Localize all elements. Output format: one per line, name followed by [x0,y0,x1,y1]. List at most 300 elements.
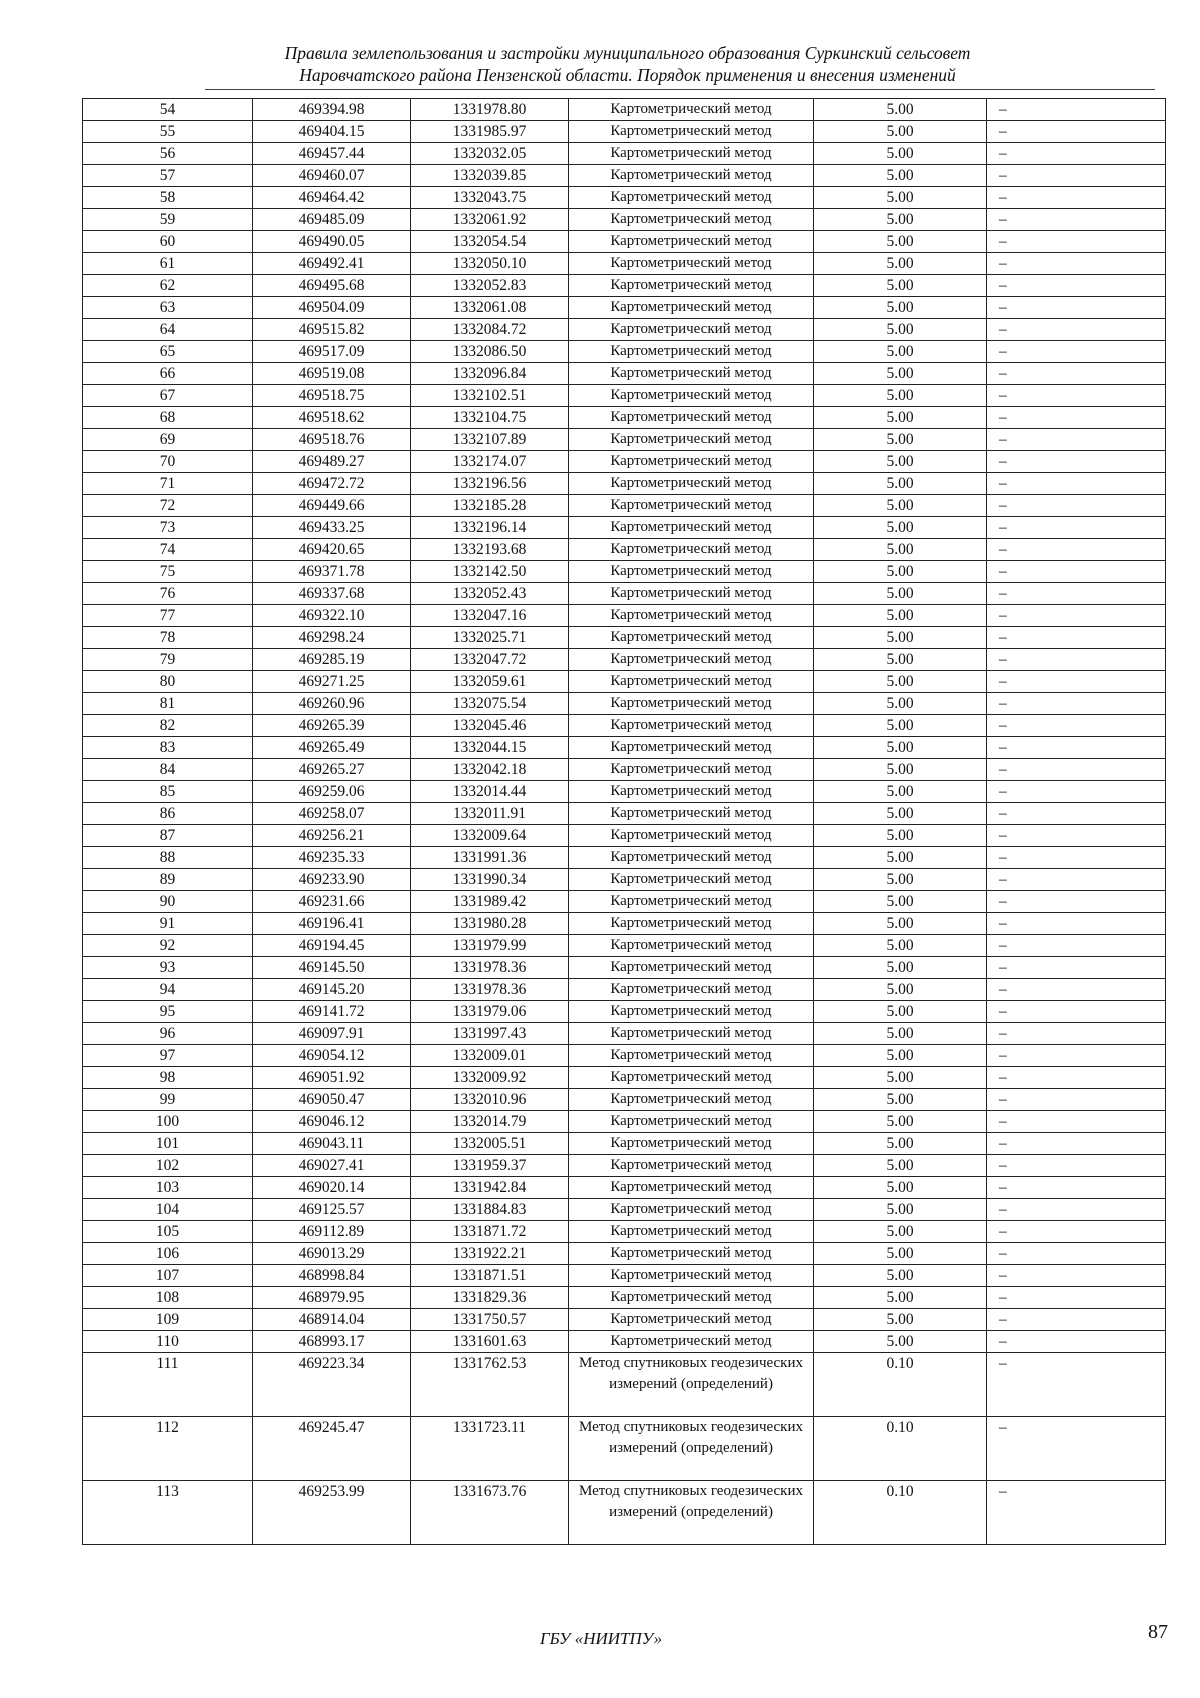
table-row [83,1199,1166,1221]
cell-method: Картометрический метод [569,165,814,187]
cell-point-number: 64 [83,319,253,341]
cell-point-number: 82 [83,715,253,737]
cell-precision: 5.00 [814,847,987,869]
cell-method: Картометрический метод [569,759,814,781]
cell-y-coordinate: 1332054.54 [411,231,569,253]
cell-point-number: 60 [83,231,253,253]
cell-description: – [987,583,1166,605]
table-row [83,693,1166,715]
cell-description: – [987,539,1166,561]
cell-x-coordinate: 469518.62 [253,407,411,429]
cell-point-number: 90 [83,891,253,913]
cell-precision: 5.00 [814,825,987,847]
cell-method: Картометрический метод [569,451,814,473]
cell-x-coordinate: 469298.24 [253,627,411,649]
table-row [83,913,1166,935]
cell-x-coordinate: 469194.45 [253,935,411,957]
cell-method: Картометрический метод [569,495,814,517]
cell-description: – [987,1353,1166,1417]
cell-y-coordinate: 1332032.05 [411,143,569,165]
cell-x-coordinate: 469145.50 [253,957,411,979]
cell-description: – [987,1177,1166,1199]
cell-method: Картометрический метод [569,143,814,165]
cell-description: – [987,297,1166,319]
cell-y-coordinate: 1331978.36 [411,957,569,979]
cell-x-coordinate: 469433.25 [253,517,411,539]
table-row [83,231,1166,253]
cell-point-number: 68 [83,407,253,429]
cell-precision: 5.00 [814,583,987,605]
cell-precision: 5.00 [814,627,987,649]
cell-description: – [987,121,1166,143]
cell-point-number: 91 [83,913,253,935]
cell-point-number: 61 [83,253,253,275]
cell-y-coordinate: 1332009.64 [411,825,569,847]
cell-x-coordinate: 469394.98 [253,99,411,121]
cell-x-coordinate: 469472.72 [253,473,411,495]
cell-precision: 5.00 [814,407,987,429]
cell-description: – [987,1287,1166,1309]
cell-x-coordinate: 469054.12 [253,1045,411,1067]
cell-point-number: 83 [83,737,253,759]
cell-description: – [987,1089,1166,1111]
cell-description: – [987,143,1166,165]
cell-method: Картометрический метод [569,275,814,297]
cell-point-number: 106 [83,1243,253,1265]
cell-x-coordinate: 469253.99 [253,1481,411,1545]
cell-x-coordinate: 469285.19 [253,649,411,671]
cell-point-number: 93 [83,957,253,979]
cell-description: – [987,429,1166,451]
cell-precision: 5.00 [814,517,987,539]
cell-point-number: 96 [83,1023,253,1045]
cell-y-coordinate: 1331989.42 [411,891,569,913]
table-row [83,1481,1166,1545]
cell-x-coordinate: 469519.08 [253,363,411,385]
cell-precision: 5.00 [814,1023,987,1045]
cell-y-coordinate: 1332104.75 [411,407,569,429]
cell-point-number: 75 [83,561,253,583]
cell-description: – [987,627,1166,649]
cell-x-coordinate: 469322.10 [253,605,411,627]
cell-y-coordinate: 1331978.36 [411,979,569,1001]
cell-description: – [987,1221,1166,1243]
table-row [83,1331,1166,1353]
cell-y-coordinate: 1332052.83 [411,275,569,297]
cell-point-number: 107 [83,1265,253,1287]
cell-x-coordinate: 469265.39 [253,715,411,737]
cell-point-number: 105 [83,1221,253,1243]
cell-y-coordinate: 1332047.16 [411,605,569,627]
cell-x-coordinate: 469258.07 [253,803,411,825]
cell-y-coordinate: 1332059.61 [411,671,569,693]
cell-method: Метод спутниковых геодезических измерений (определений) [569,1353,814,1417]
cell-y-coordinate: 1332084.72 [411,319,569,341]
cell-point-number: 94 [83,979,253,1001]
cell-method: Картометрический метод [569,781,814,803]
cell-point-number: 66 [83,363,253,385]
cell-precision: 5.00 [814,121,987,143]
cell-point-number: 98 [83,1067,253,1089]
cell-x-coordinate: 469464.42 [253,187,411,209]
cell-method: Картометрический метод [569,737,814,759]
cell-y-coordinate: 1332025.71 [411,627,569,649]
cell-description: – [987,759,1166,781]
cell-precision: 5.00 [814,429,987,451]
cell-x-coordinate: 469460.07 [253,165,411,187]
cell-point-number: 113 [83,1481,253,1545]
cell-method: Картометрический метод [569,627,814,649]
cell-x-coordinate: 469013.29 [253,1243,411,1265]
cell-method: Картометрический метод [569,583,814,605]
cell-precision: 5.00 [814,231,987,253]
cell-method: Картометрический метод [569,957,814,979]
cell-description: – [987,341,1166,363]
cell-description: – [987,1199,1166,1221]
cell-precision: 5.00 [814,363,987,385]
cell-point-number: 55 [83,121,253,143]
table-row [83,803,1166,825]
coordinates-table-body [83,99,1166,1545]
cell-point-number: 111 [83,1353,253,1417]
cell-point-number: 84 [83,759,253,781]
cell-point-number: 65 [83,341,253,363]
cell-precision: 5.00 [814,1133,987,1155]
table-row [83,1265,1166,1287]
cell-precision: 5.00 [814,1067,987,1089]
cell-x-coordinate: 469051.92 [253,1067,411,1089]
cell-x-coordinate: 469223.34 [253,1353,411,1417]
cell-method: Картометрический метод [569,363,814,385]
cell-description: – [987,561,1166,583]
table-row [83,759,1166,781]
cell-description: – [987,913,1166,935]
cell-precision: 5.00 [814,1045,987,1067]
cell-precision: 5.00 [814,319,987,341]
cell-description: – [987,715,1166,737]
table-row [83,165,1166,187]
cell-point-number: 99 [83,1089,253,1111]
cell-method: Картометрический метод [569,1287,814,1309]
cell-description: – [987,1001,1166,1023]
table-row [83,143,1166,165]
cell-y-coordinate: 1332005.51 [411,1133,569,1155]
cell-x-coordinate: 469245.47 [253,1417,411,1481]
cell-method: Картометрический метод [569,1221,814,1243]
cell-method: Картометрический метод [569,1023,814,1045]
cell-precision: 5.00 [814,649,987,671]
table-row [83,341,1166,363]
cell-point-number: 77 [83,605,253,627]
cell-x-coordinate: 469518.76 [253,429,411,451]
cell-method: Картометрический метод [569,561,814,583]
cell-y-coordinate: 1332014.44 [411,781,569,803]
cell-description: – [987,1417,1166,1481]
cell-y-coordinate: 1331762.53 [411,1353,569,1417]
cell-description: – [987,363,1166,385]
cell-method: Метод спутниковых геодезических измерений (определений) [569,1481,814,1545]
table-row [83,319,1166,341]
cell-description: – [987,847,1166,869]
cell-method: Картометрический метод [569,847,814,869]
cell-precision: 5.00 [814,561,987,583]
cell-method: Картометрический метод [569,187,814,209]
cell-description: – [987,253,1166,275]
cell-method: Картометрический метод [569,407,814,429]
cell-description: – [987,1111,1166,1133]
cell-description: – [987,451,1166,473]
cell-y-coordinate: 1331985.97 [411,121,569,143]
cell-description: – [987,737,1166,759]
cell-method: Метод спутниковых геодезических измерений (определений) [569,1417,814,1481]
cell-precision: 5.00 [814,1001,987,1023]
cell-description: – [987,1331,1166,1353]
cell-precision: 5.00 [814,869,987,891]
cell-precision: 5.00 [814,275,987,297]
cell-precision: 5.00 [814,473,987,495]
cell-point-number: 88 [83,847,253,869]
cell-point-number: 62 [83,275,253,297]
cell-x-coordinate: 469265.27 [253,759,411,781]
cell-y-coordinate: 1331723.11 [411,1417,569,1481]
cell-y-coordinate: 1332009.92 [411,1067,569,1089]
table-row [83,187,1166,209]
cell-x-coordinate: 468998.84 [253,1265,411,1287]
cell-x-coordinate: 469271.25 [253,671,411,693]
table-row [83,253,1166,275]
cell-precision: 5.00 [814,935,987,957]
cell-description: – [987,473,1166,495]
table-row [83,1111,1166,1133]
table-row [83,495,1166,517]
table-row [83,121,1166,143]
cell-x-coordinate: 469515.82 [253,319,411,341]
cell-y-coordinate: 1332010.96 [411,1089,569,1111]
table-row [83,737,1166,759]
table-row [83,1417,1166,1481]
cell-method: Картометрический метод [569,253,814,275]
cell-x-coordinate: 469050.47 [253,1089,411,1111]
cell-x-coordinate: 468979.95 [253,1287,411,1309]
cell-x-coordinate: 469233.90 [253,869,411,891]
cell-y-coordinate: 1331601.63 [411,1331,569,1353]
table-row [83,1221,1166,1243]
cell-y-coordinate: 1332047.72 [411,649,569,671]
cell-x-coordinate: 469492.41 [253,253,411,275]
cell-method: Картометрический метод [569,1067,814,1089]
cell-precision: 5.00 [814,99,987,121]
table-row [83,209,1166,231]
cell-method: Картометрический метод [569,715,814,737]
table-row [83,847,1166,869]
cell-point-number: 78 [83,627,253,649]
cell-description: – [987,495,1166,517]
cell-x-coordinate: 469371.78 [253,561,411,583]
cell-precision: 5.00 [814,253,987,275]
cell-x-coordinate: 469489.27 [253,451,411,473]
cell-x-coordinate: 469097.91 [253,1023,411,1045]
cell-point-number: 58 [83,187,253,209]
cell-y-coordinate: 1331750.57 [411,1309,569,1331]
cell-y-coordinate: 1332196.56 [411,473,569,495]
cell-point-number: 86 [83,803,253,825]
table-row [83,627,1166,649]
cell-precision: 5.00 [814,913,987,935]
cell-x-coordinate: 469518.75 [253,385,411,407]
cell-method: Картометрический метод [569,209,814,231]
header-divider [205,89,1155,90]
cell-precision: 5.00 [814,693,987,715]
table-row [83,1001,1166,1023]
cell-precision: 5.00 [814,1155,987,1177]
cell-description: – [987,1067,1166,1089]
cell-x-coordinate: 469504.09 [253,297,411,319]
cell-precision: 5.00 [814,1265,987,1287]
cell-precision: 5.00 [814,1243,987,1265]
cell-precision: 5.00 [814,495,987,517]
cell-method: Картометрический метод [569,1331,814,1353]
cell-precision: 5.00 [814,891,987,913]
cell-x-coordinate: 469145.20 [253,979,411,1001]
cell-precision: 5.00 [814,605,987,627]
table-row [83,385,1166,407]
cell-precision: 5.00 [814,1221,987,1243]
table-row [83,935,1166,957]
cell-y-coordinate: 1332014.79 [411,1111,569,1133]
cell-precision: 0.10 [814,1353,987,1417]
cell-precision: 5.00 [814,979,987,1001]
cell-description: – [987,319,1166,341]
cell-point-number: 70 [83,451,253,473]
cell-precision: 5.00 [814,803,987,825]
cell-y-coordinate: 1332196.14 [411,517,569,539]
cell-precision: 5.00 [814,715,987,737]
cell-x-coordinate: 469196.41 [253,913,411,935]
cell-point-number: 104 [83,1199,253,1221]
cell-point-number: 63 [83,297,253,319]
cell-point-number: 56 [83,143,253,165]
cell-description: – [987,1309,1166,1331]
cell-method: Картометрический метод [569,1243,814,1265]
table-row [83,891,1166,913]
cell-description: – [987,891,1166,913]
table-row [83,781,1166,803]
cell-y-coordinate: 1331673.76 [411,1481,569,1545]
cell-y-coordinate: 1331990.34 [411,869,569,891]
cell-precision: 5.00 [814,209,987,231]
cell-point-number: 97 [83,1045,253,1067]
cell-y-coordinate: 1331871.72 [411,1221,569,1243]
table-row [83,407,1166,429]
cell-method: Картометрический метод [569,1001,814,1023]
cell-y-coordinate: 1331978.80 [411,99,569,121]
cell-method: Картометрический метод [569,649,814,671]
cell-y-coordinate: 1332096.84 [411,363,569,385]
cell-point-number: 67 [83,385,253,407]
cell-method: Картометрический метод [569,297,814,319]
cell-y-coordinate: 1331979.99 [411,935,569,957]
cell-x-coordinate: 469265.49 [253,737,411,759]
cell-description: – [987,231,1166,253]
table-row [83,1067,1166,1089]
cell-method: Картометрический метод [569,231,814,253]
cell-x-coordinate: 469420.65 [253,539,411,561]
cell-point-number: 85 [83,781,253,803]
cell-point-number: 80 [83,671,253,693]
cell-method: Картометрический метод [569,1265,814,1287]
cell-method: Картометрический метод [569,693,814,715]
table-row [83,1089,1166,1111]
cell-point-number: 59 [83,209,253,231]
header-line-1: Правила землепользования и застройки муниципального образования Суркинский сельсовет [284,43,971,63]
cell-method: Картометрический метод [569,1309,814,1331]
cell-x-coordinate: 469449.66 [253,495,411,517]
cell-point-number: 72 [83,495,253,517]
cell-precision: 5.00 [814,781,987,803]
cell-y-coordinate: 1332102.51 [411,385,569,407]
cell-method: Картометрический метод [569,99,814,121]
table-row [83,363,1166,385]
cell-precision: 5.00 [814,187,987,209]
cell-method: Картометрический метод [569,869,814,891]
cell-y-coordinate: 1331959.37 [411,1155,569,1177]
cell-x-coordinate: 469020.14 [253,1177,411,1199]
cell-y-coordinate: 1331997.43 [411,1023,569,1045]
cell-description: – [987,649,1166,671]
cell-description: – [987,1023,1166,1045]
cell-description: – [987,869,1166,891]
cell-description: – [987,1481,1166,1545]
cell-description: – [987,693,1166,715]
cell-description: – [987,935,1166,957]
cell-method: Картометрический метод [569,539,814,561]
cell-x-coordinate: 469404.15 [253,121,411,143]
cell-method: Картометрический метод [569,429,814,451]
cell-x-coordinate: 469457.44 [253,143,411,165]
cell-y-coordinate: 1332043.75 [411,187,569,209]
cell-point-number: 73 [83,517,253,539]
table-row [83,825,1166,847]
cell-y-coordinate: 1332193.68 [411,539,569,561]
cell-point-number: 110 [83,1331,253,1353]
cell-point-number: 109 [83,1309,253,1331]
cell-method: Картометрический метод [569,803,814,825]
table-row [83,539,1166,561]
cell-description: – [987,957,1166,979]
cell-x-coordinate: 469490.05 [253,231,411,253]
table-row [83,869,1166,891]
cell-point-number: 71 [83,473,253,495]
cell-precision: 5.00 [814,957,987,979]
cell-precision: 5.00 [814,671,987,693]
cell-method: Картометрический метод [569,1045,814,1067]
cell-point-number: 102 [83,1155,253,1177]
table-row [83,297,1166,319]
cell-y-coordinate: 1332011.91 [411,803,569,825]
cell-method: Картометрический метод [569,1199,814,1221]
cell-description: – [987,1265,1166,1287]
cell-x-coordinate: 469235.33 [253,847,411,869]
cell-point-number: 89 [83,869,253,891]
table-row [83,451,1166,473]
cell-precision: 5.00 [814,1199,987,1221]
cell-point-number: 76 [83,583,253,605]
cell-precision: 5.00 [814,1331,987,1353]
cell-x-coordinate: 469337.68 [253,583,411,605]
cell-y-coordinate: 1331884.83 [411,1199,569,1221]
cell-x-coordinate: 468914.04 [253,1309,411,1331]
page-number: 87 [1148,1621,1168,1643]
